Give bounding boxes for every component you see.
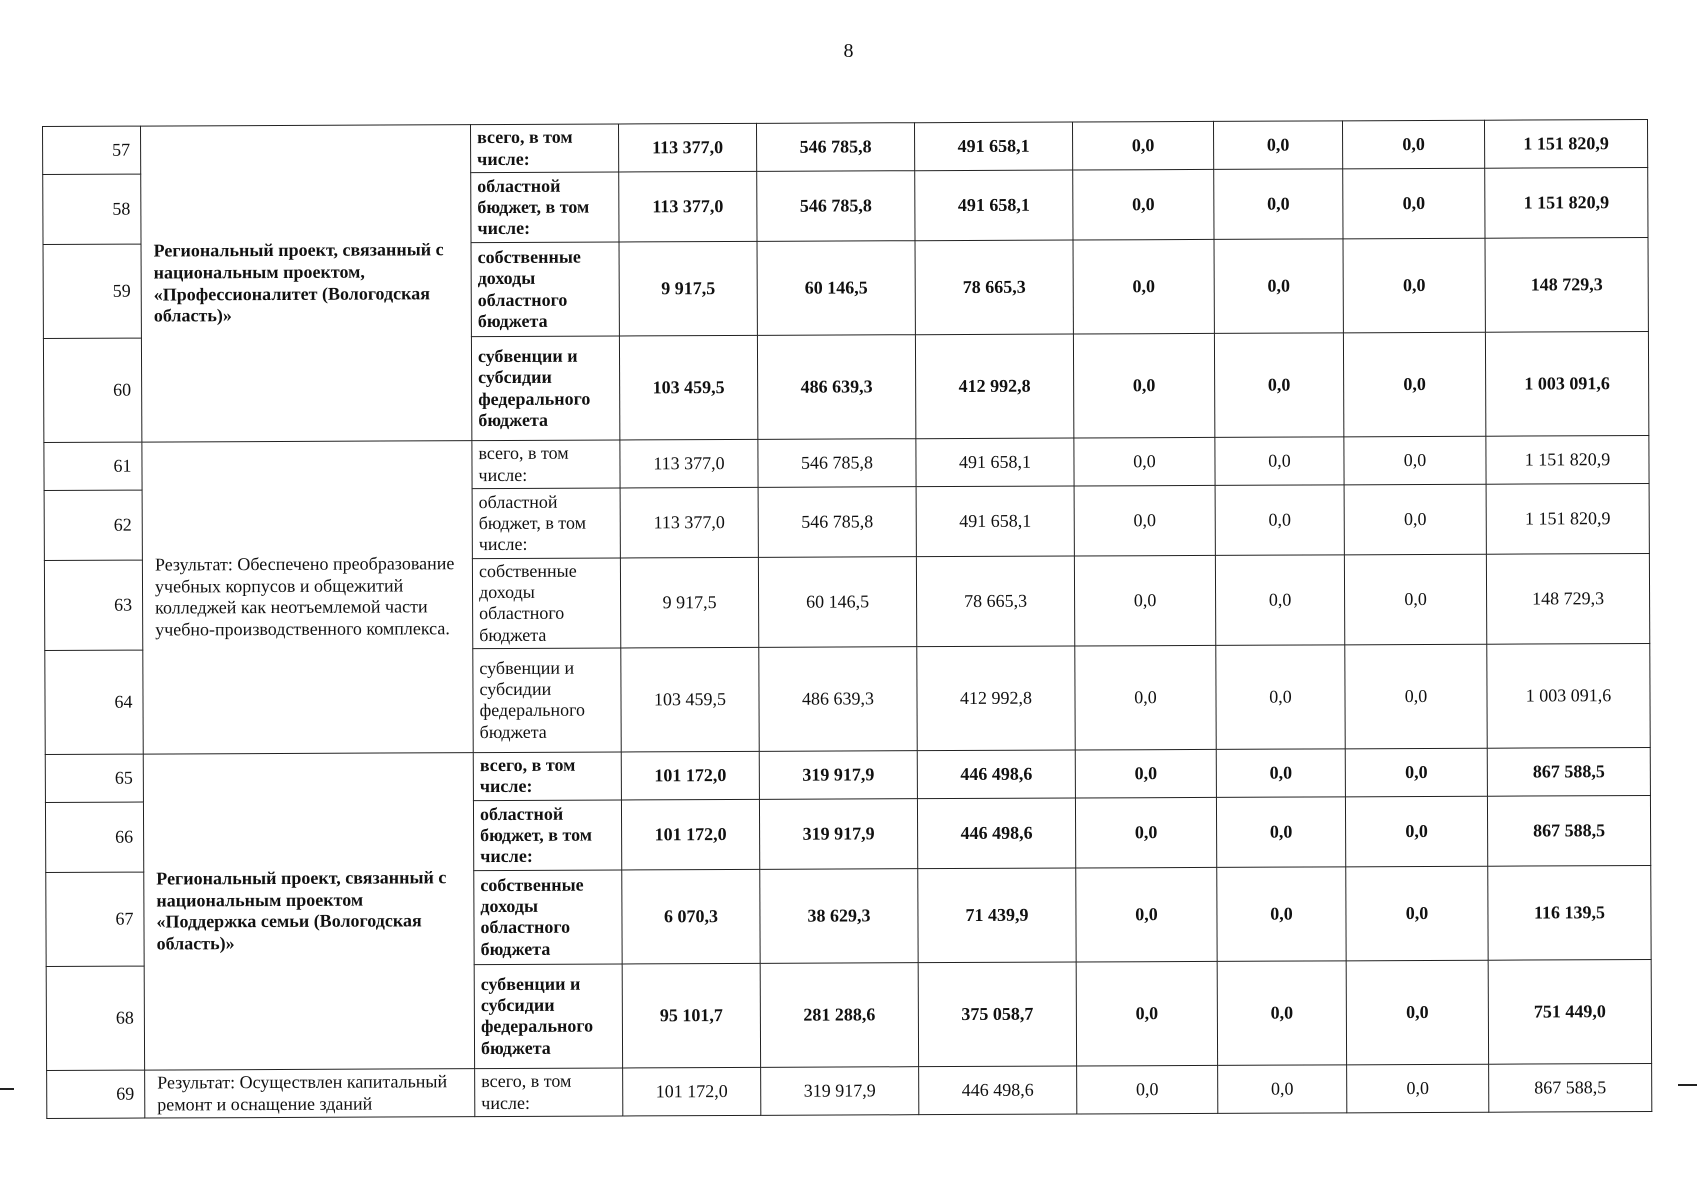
year-value: 546 785,8 [758, 439, 916, 488]
row-number: 67 [46, 872, 144, 966]
year-value: 113 377,0 [618, 123, 756, 172]
funding-source-label: собственные доходы областного бюджета [474, 870, 622, 965]
funding-source-label: областной бюджет, в том числе: [471, 172, 619, 243]
total-value: 1 151 820,9 [1484, 119, 1647, 168]
year-value: 0,0 [1076, 961, 1217, 1066]
year-value: 546 785,8 [758, 487, 916, 558]
year-value: 412 992,8 [917, 646, 1075, 751]
year-value: 113 377,0 [620, 487, 758, 558]
funding-source-label: субвенции и субсидии федерального бюджета [471, 336, 619, 441]
funding-source-label: субвенции и субсидии федерального бюджета [473, 648, 621, 753]
table-row [43, 119, 1648, 174]
year-value: 0,0 [1343, 332, 1485, 437]
funding-source-label: всего, в том числе: [473, 752, 621, 801]
funding-source-label: собственные доходы областного бюджета [472, 558, 620, 649]
year-value: 375 058,7 [918, 962, 1076, 1067]
funding-source-label: субвенции и субсидии федерального бюджета [474, 964, 622, 1069]
year-value: 319 917,9 [761, 1067, 919, 1116]
year-value: 0,0 [1075, 797, 1216, 868]
year-value: 78 665,3 [916, 556, 1074, 647]
year-value: 6 070,3 [622, 869, 760, 964]
row-number: 65 [45, 754, 143, 802]
year-value: 0,0 [1216, 645, 1345, 750]
year-value: 0,0 [1214, 239, 1343, 334]
year-value: 446 498,6 [917, 798, 1075, 869]
scan-edge-mark-right [1678, 1084, 1697, 1086]
total-value: 148 729,3 [1486, 553, 1649, 644]
year-value: 0,0 [1215, 555, 1344, 645]
year-value: 491 658,1 [914, 122, 1072, 171]
funding-source-label: всего, в том числе: [475, 1068, 623, 1117]
row-number: 58 [43, 174, 141, 244]
group-description: Региональный проект, связанный с национальным проектом «Поддержка семьи (Вологодская область)» [143, 753, 474, 1070]
total-value: 867 588,5 [1489, 1063, 1652, 1112]
year-value: 0,0 [1344, 554, 1486, 645]
table-row [44, 435, 1649, 490]
year-value: 0,0 [1073, 239, 1214, 334]
year-value: 0,0 [1215, 437, 1344, 486]
year-value: 0,0 [1218, 1065, 1347, 1114]
total-value: 1 003 091,6 [1487, 643, 1650, 748]
year-value: 0,0 [1074, 555, 1215, 646]
year-value: 491 658,1 [915, 170, 1073, 241]
total-value: 148 729,3 [1485, 237, 1648, 332]
year-value: 60 146,5 [757, 241, 915, 336]
row-number: 62 [44, 490, 142, 560]
year-value: 0,0 [1345, 796, 1487, 867]
row-number: 57 [43, 126, 141, 174]
year-value: 95 101,7 [622, 963, 760, 1068]
row-number: 61 [44, 442, 142, 490]
year-value: 486 639,3 [759, 647, 917, 752]
year-value: 71 439,9 [918, 868, 1076, 963]
year-value: 0,0 [1072, 121, 1213, 170]
year-value: 0,0 [1344, 436, 1486, 485]
year-value: 103 459,5 [621, 647, 759, 752]
year-value: 0,0 [1346, 866, 1488, 961]
page-number: 8 [843, 40, 854, 62]
year-value: 0,0 [1215, 485, 1344, 556]
total-value: 867 588,5 [1487, 795, 1650, 866]
year-value: 0,0 [1074, 437, 1215, 486]
total-value: 1 003 091,6 [1485, 331, 1648, 436]
year-value: 446 498,6 [919, 1066, 1077, 1115]
row-number: 63 [44, 560, 142, 650]
row-number: 66 [45, 802, 143, 872]
total-value: 751 449,0 [1488, 959, 1651, 1064]
year-value: 9 917,5 [620, 557, 758, 648]
year-value: 412 992,8 [915, 334, 1073, 439]
total-value: 867 588,5 [1487, 747, 1650, 796]
year-value: 113 377,0 [619, 171, 757, 242]
year-value: 0,0 [1073, 169, 1214, 240]
year-value: 0,0 [1073, 333, 1214, 438]
funding-source-label: областной бюджет, в том числе: [472, 488, 620, 559]
year-value: 546 785,8 [757, 171, 915, 242]
row-number: 59 [43, 244, 141, 338]
year-value: 60 146,5 [758, 557, 916, 648]
year-value: 101 172,0 [621, 751, 759, 800]
year-value: 0,0 [1217, 867, 1346, 962]
year-value: 0,0 [1074, 485, 1215, 556]
year-value: 0,0 [1214, 169, 1343, 240]
row-number: 64 [45, 650, 143, 754]
year-value: 281 288,6 [760, 963, 918, 1068]
year-value: 0,0 [1075, 645, 1216, 750]
total-value: 1 151 820,9 [1485, 167, 1648, 238]
group-description: Результат: Осуществлен капитальный ремонт и оснащение зданий [145, 1069, 475, 1119]
funding-source-label: собственные доходы областного бюджета [471, 242, 619, 337]
total-value: 116 139,5 [1488, 865, 1651, 960]
year-value: 0,0 [1345, 748, 1487, 797]
year-value: 319 917,9 [759, 751, 917, 800]
year-value: 0,0 [1217, 961, 1346, 1066]
year-value: 0,0 [1213, 121, 1342, 170]
year-value: 0,0 [1216, 797, 1345, 868]
year-value: 9 917,5 [619, 241, 757, 336]
funding-source-label: областной бюджет, в том числе: [473, 800, 621, 871]
table-row [47, 1063, 1652, 1118]
row-number: 68 [46, 966, 144, 1070]
row-number: 69 [47, 1070, 145, 1119]
year-value: 103 459,5 [619, 335, 757, 440]
year-value: 319 917,9 [759, 799, 917, 870]
year-value: 38 629,3 [760, 869, 918, 964]
group-description: Результат: Обеспечено преобразование учебных корпусов и общежитий колледжей как неотъемлемой части учебно-производственного комплекса. [142, 441, 473, 754]
year-value: 0,0 [1077, 1065, 1218, 1114]
year-value: 78 665,3 [915, 240, 1073, 335]
year-value: 0,0 [1342, 120, 1484, 169]
year-value: 101 172,0 [621, 799, 759, 870]
year-value: 101 172,0 [623, 1067, 761, 1116]
year-value: 0,0 [1343, 168, 1485, 239]
year-value: 0,0 [1347, 1064, 1489, 1113]
year-value: 0,0 [1076, 867, 1217, 962]
funding-source-label: всего, в том числе: [470, 124, 618, 173]
group-description: Региональный проект, связанный с национальным проектом, «Профессионалитет (Вологодская область)» [141, 125, 472, 442]
year-value: 491 658,1 [916, 486, 1074, 557]
funding-source-label: всего, в том числе: [472, 440, 620, 489]
row-number: 60 [43, 338, 141, 442]
year-value: 0,0 [1346, 960, 1488, 1065]
year-value: 113 377,0 [620, 439, 758, 488]
year-value: 0,0 [1344, 484, 1486, 555]
year-value: 0,0 [1216, 749, 1345, 798]
year-value: 486 639,3 [757, 335, 915, 440]
year-value: 0,0 [1214, 333, 1343, 438]
year-value: 0,0 [1345, 644, 1487, 749]
scan-edge-mark-left [0, 1088, 14, 1090]
year-value: 0,0 [1075, 749, 1216, 798]
table-row [45, 747, 1650, 802]
total-value: 1 151 820,9 [1486, 483, 1649, 554]
budget-table [42, 119, 1652, 1119]
year-value: 0,0 [1343, 238, 1485, 333]
year-value: 491 658,1 [916, 438, 1074, 487]
total-value: 1 151 820,9 [1486, 435, 1649, 484]
year-value: 446 498,6 [917, 750, 1075, 799]
year-value: 546 785,8 [756, 123, 914, 172]
